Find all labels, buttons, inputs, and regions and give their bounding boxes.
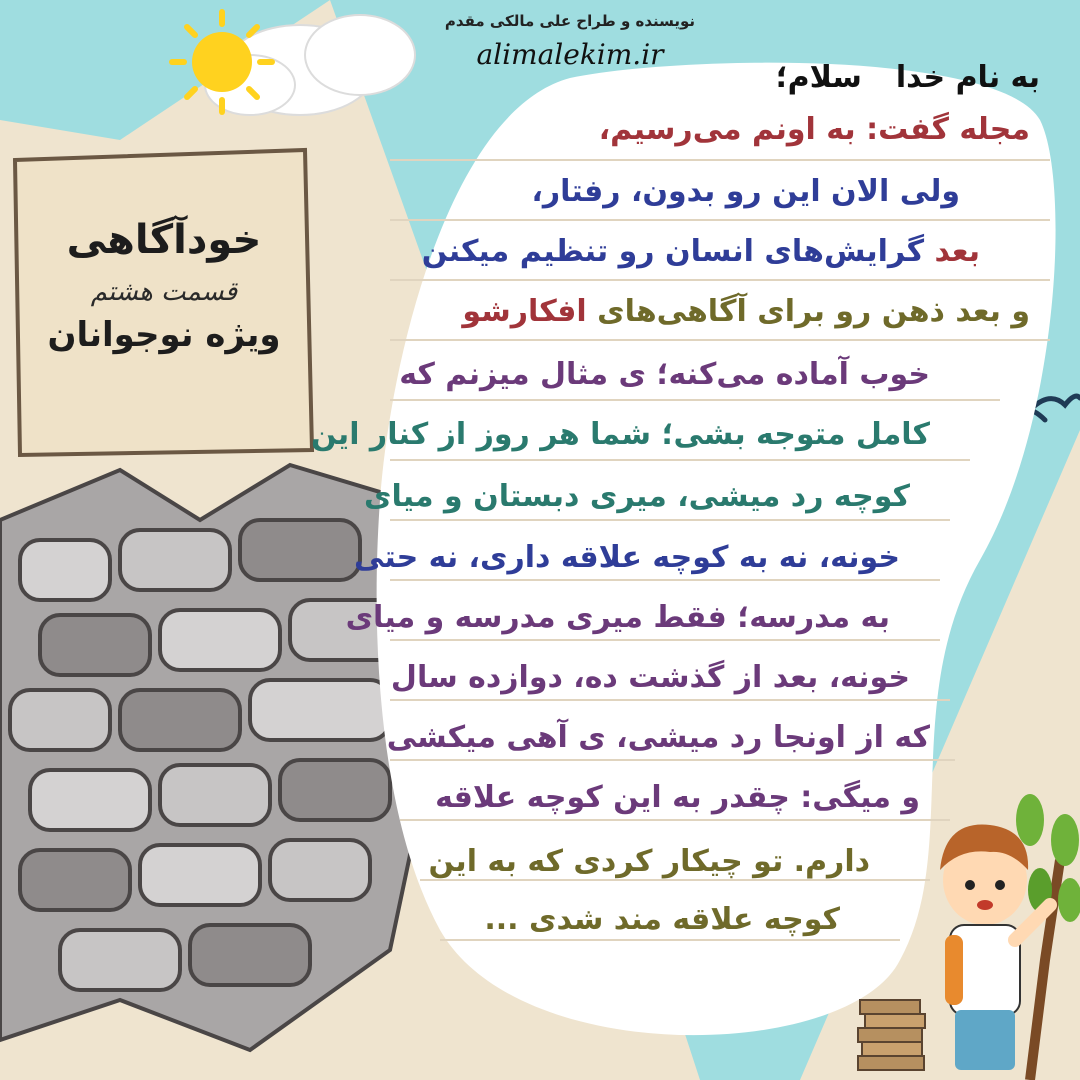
audience-label: ویژه نوجوانان <box>47 315 281 355</box>
story-line: دارم. تو چیکار کردی که به این <box>428 844 870 879</box>
story-line: خوب آماده می‌کنه؛ ی مثال میزنم که <box>399 357 930 392</box>
series-title: خودآگاهی <box>66 217 262 263</box>
sun-icon <box>172 12 272 112</box>
story-line: به مدرسه؛ فقط میری مدرسه و میای <box>345 600 890 635</box>
author-credit: نویسنده و طراح علی مالکی مقدم <box>444 12 696 30</box>
title-card <box>18 155 310 455</box>
greeting <box>700 60 1040 95</box>
episode-label: قسمت هشتم <box>90 277 238 307</box>
story-line: و میگی: چقدر به این کوچه علاقه <box>435 780 920 815</box>
story-line: کوچه رد میشی، میری دبستان و میای <box>363 479 910 514</box>
books-icon <box>858 1000 925 1070</box>
website-link[interactable]: alimalekim.ir <box>476 38 664 71</box>
story-line: کوچه علاقه مند شدی ... <box>484 902 840 937</box>
story-line: کامل متوجه بشی؛ شما هر روز از کنار این <box>310 417 930 452</box>
salam-text: سلام؛ <box>775 60 862 95</box>
story-line: خونه، بعد از گذشت ده، دوازده سال <box>390 660 910 695</box>
story-line: و بعد ذهن رو برای آگاهی‌های افکارشو <box>462 294 1030 329</box>
bismillah-text: به نام خدا <box>895 60 1040 95</box>
story-line: که از اونجا رد میشی، ی آهی میکشی <box>386 720 930 755</box>
story-line: بعد گرایش‌های انسان رو تنظیم میکنن <box>421 234 980 269</box>
story-line: ولی الان این رو بدون، رفتار، <box>531 174 960 209</box>
story-line: مجله گفت: به اونم می‌رسیم، <box>598 112 1030 147</box>
story-line: خونه، نه به کوچه علاقه داری، نه حتی <box>353 540 900 575</box>
